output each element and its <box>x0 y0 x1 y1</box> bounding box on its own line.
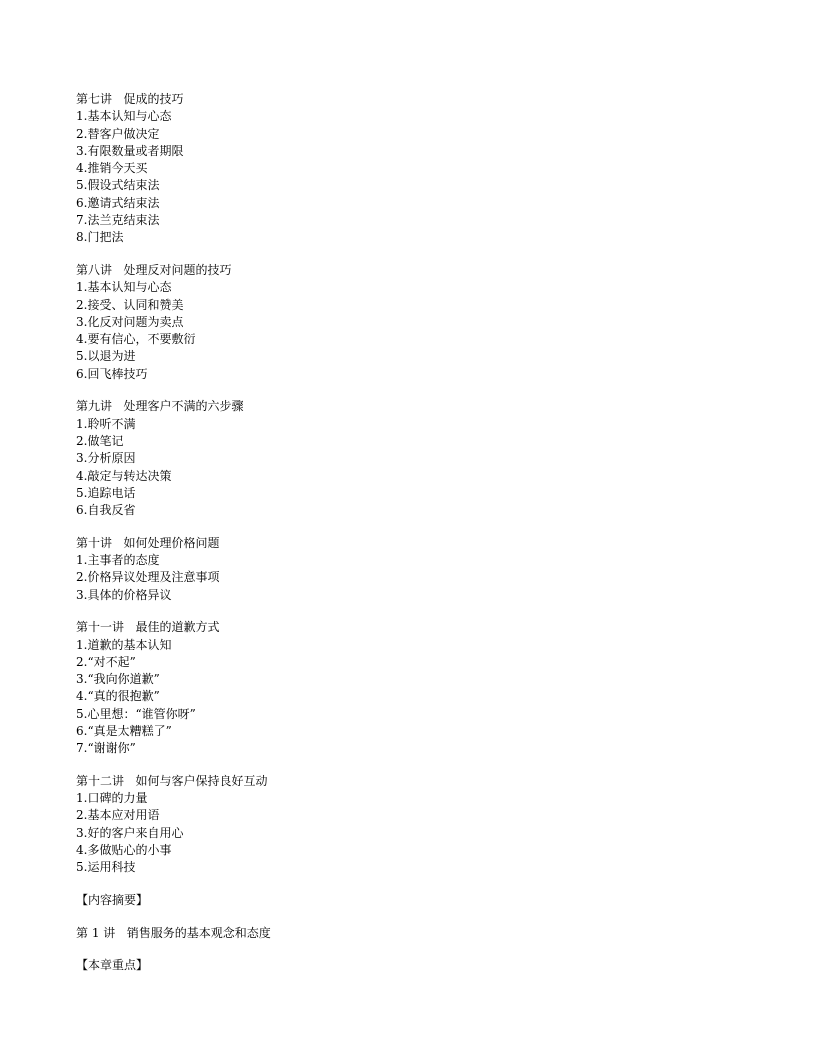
lecture-section-9 <box>76 398 756 519</box>
list-item: 6.“真是太糟糕了” <box>76 723 172 738</box>
list-item: 5.以退为进 <box>76 349 136 364</box>
list-item: 4.要有信心，不要敷衍 <box>76 332 196 347</box>
list-item: 4.敲定与转达决策 <box>76 468 172 483</box>
list-item: 5.假设式结束法 <box>76 178 160 193</box>
list-item: 7.法兰克结束法 <box>76 213 160 228</box>
list-item: 1.基本认知与心态 <box>76 280 172 295</box>
key-points-label: 【本章重点】 <box>76 958 149 973</box>
lecture-heading: 第十一讲 最佳的道歉方式 <box>76 620 220 635</box>
list-item: 4.多做贴心的小事 <box>76 843 172 858</box>
list-item: 1.聆听不满 <box>76 416 136 431</box>
list-item: 2.接受、认同和赞美 <box>76 297 184 312</box>
list-item: 8.门把法 <box>76 230 124 245</box>
list-item: 3.具体的价格异议 <box>76 587 172 602</box>
list-item: 6.自我反省 <box>76 503 136 518</box>
lecture-section-7 <box>76 91 756 247</box>
lecture-section-10 <box>76 535 756 604</box>
lecture-section-8 <box>76 262 756 383</box>
list-item: 3.好的客户来自用心 <box>76 825 184 840</box>
list-item: 1.基本认知与心态 <box>76 109 172 124</box>
list-item: 4.“真的很抱歉” <box>76 689 160 704</box>
lecture-heading: 第七讲 促成的技巧 <box>76 92 184 106</box>
list-item: 2.替客户做决定 <box>76 126 160 141</box>
list-item: 7.“谢谢你” <box>76 741 136 756</box>
list-item: 1.口碑的力量 <box>76 791 148 806</box>
document-page <box>76 91 756 990</box>
lecture-heading: 第十二讲 如何与客户保持良好互动 <box>76 773 268 788</box>
lecture-section-12 <box>76 773 756 877</box>
list-item: 6.回飞棒技巧 <box>76 366 148 381</box>
list-item: 2.做笔记 <box>76 433 124 448</box>
list-item: 5.追踪电话 <box>76 485 136 500</box>
lecture-heading: 第八讲 处理反对问题的技巧 <box>76 262 232 277</box>
list-item: 5.心里想：“谁管你呀” <box>76 706 196 721</box>
list-item: 2.“对不起” <box>76 654 136 669</box>
summary-label: 【内容摘要】 <box>76 892 149 907</box>
list-item: 3.有限数量或者期限 <box>76 143 184 158</box>
list-item: 3.分析原因 <box>76 451 136 466</box>
lecture-section-11 <box>76 619 756 757</box>
lecture-heading: 第九讲 处理客户不满的六步骤 <box>76 399 244 414</box>
list-item: 1.道歉的基本认知 <box>76 637 172 652</box>
lecture-1-title: 第 1 讲 销售服务的基本观念和态度 <box>76 925 271 940</box>
list-item: 6.邀请式结束法 <box>76 195 160 210</box>
list-item: 3.“我向你道歉” <box>76 672 160 687</box>
lecture-heading: 第十讲 如何处理价格问题 <box>76 535 220 550</box>
list-item: 4.推销今天买 <box>76 161 148 176</box>
list-item: 5.运用科技 <box>76 860 136 875</box>
list-item: 2.基本应对用语 <box>76 808 160 823</box>
list-item: 2.价格异议处理及注意事项 <box>76 570 220 585</box>
list-item: 3.化反对问题为卖点 <box>76 314 184 329</box>
list-item: 1.主事者的态度 <box>76 553 160 568</box>
